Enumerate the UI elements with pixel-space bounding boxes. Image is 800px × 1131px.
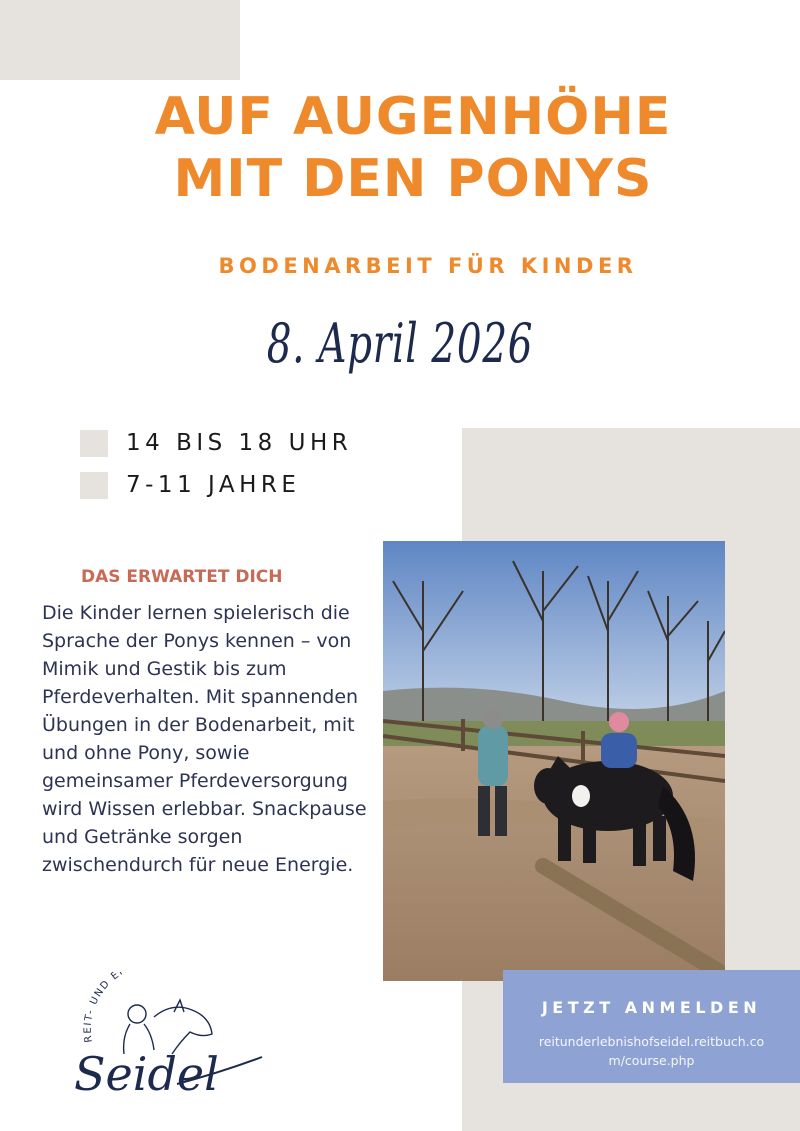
event-date: 8. April 2026 — [266, 312, 534, 375]
fact-time-text: 14 BIS 18 UHR — [126, 430, 353, 456]
description-text: Die Kinder lernen spielerisch die Sprache der Ponys kennen – von Mimik und Gestik bis zum Pferdeverhalten. Mit spannenden Übungen in der Bodenarbeit, mit und ohne Pony, sowie gemeinsamer Pferdeversorgung wird Wissen erlebbar. Snackpause und Getränke sorgen zwischendurch für neue Energie. — [42, 602, 367, 876]
logo-arc-text: REIT- UND E — [82, 972, 123, 1044]
page-title — [0, 86, 800, 210]
title-line-1: AUF AUGENHÖHE — [154, 87, 672, 147]
section-heading: DAS ERWARTET DICH — [81, 567, 283, 587]
farm-logo — [62, 972, 272, 1102]
bullet-square-icon — [80, 472, 108, 499]
fact-age-text: 7-11 JAHRE — [126, 472, 301, 498]
decor-block-top-left — [0, 0, 240, 80]
title-line-2: MIT DEN PONYS — [173, 149, 653, 209]
fact-time — [80, 428, 352, 458]
register-cta-label[interactable]: JETZT ANMELDEN — [541, 998, 762, 1017]
register-cta[interactable] — [503, 970, 800, 1083]
fact-age — [80, 470, 300, 500]
pony-photo — [383, 541, 725, 981]
subtitle: BODENARBEIT FÜR KINDER — [218, 254, 638, 278]
horse-head-logo-icon — [124, 1000, 212, 1054]
logo-name: Seidel — [74, 1047, 219, 1101]
register-url-link[interactable]: reitunderlebnishofseidel.reitbuch.com/course.php — [538, 1034, 765, 1068]
bullet-square-icon — [80, 430, 108, 457]
